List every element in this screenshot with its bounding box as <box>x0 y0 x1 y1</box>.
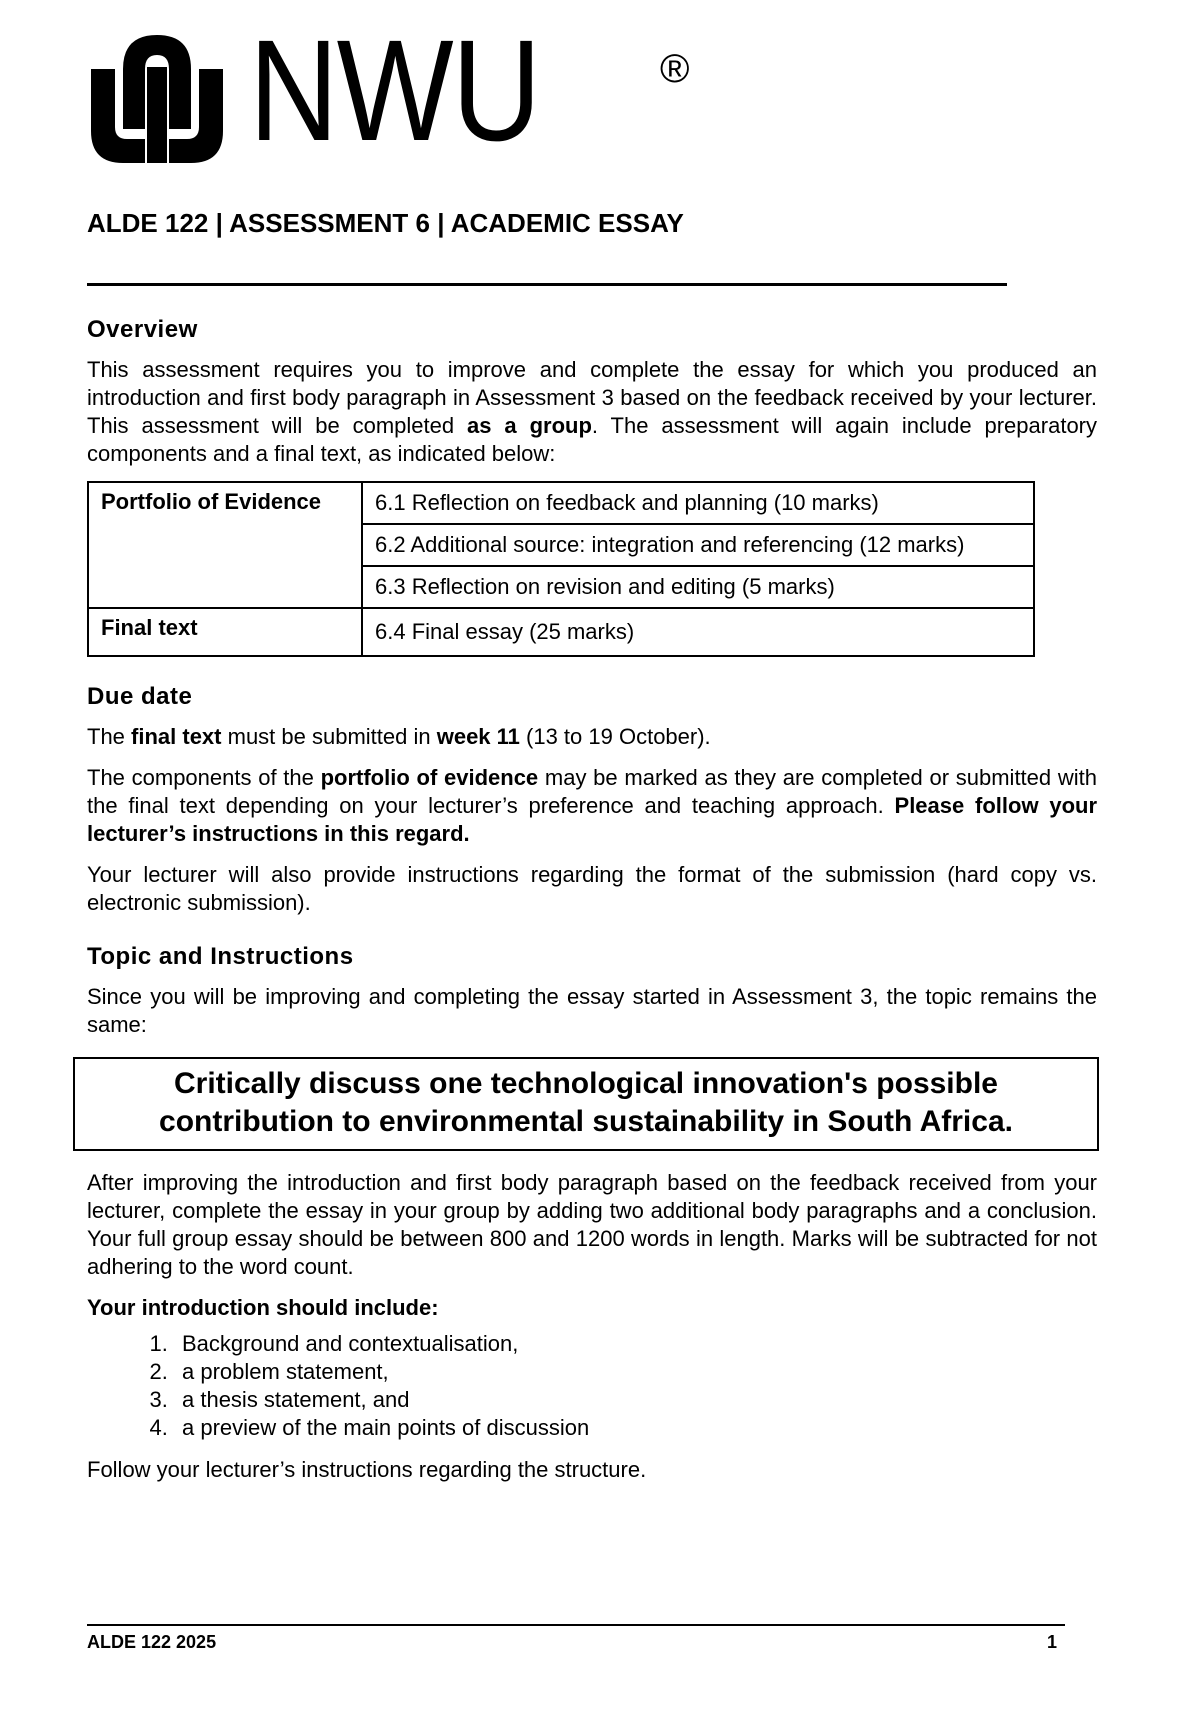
structure-note-paragraph: Follow your lecturer’s instructions regarding the structure. <box>87 1457 647 1482</box>
submission-format-paragraph: Your lecturer will also provide instructions regarding the format of the submission (hard copy vs. electronic submission). <box>87 862 1097 915</box>
introduction-include-label: Your introduction should include: <box>87 1295 439 1320</box>
title-divider <box>87 283 1007 286</box>
topic-line: Critically discuss one technological innovation's possible <box>174 1067 998 1100</box>
table-cell: 6.3 Reflection on revision and editing (5 marks) <box>362 566 1034 608</box>
overview-paragraph: This assessment requires you to improve and complete the essay for which you produced an introduction and first body paragraph in Assessment 3 based on the feedback received by your lecturer. This assessment will be completed as a group. The assessment will again include preparatory components and a final text, as indicated below: <box>87 357 1098 466</box>
overview-heading: Overview <box>87 316 198 343</box>
essay-topic-box <box>73 1057 1099 1151</box>
topic-intro-paragraph: Since you will be improving and completing the essay started in Assessment 3, the topic remains the same: <box>87 984 1097 1037</box>
assessment-components-table <box>87 481 1035 657</box>
list-item: 1. Background and contextualisation, <box>174 1330 1097 1358</box>
topic-heading: Topic and Instructions <box>87 943 354 970</box>
final-text-label-cell: Final text <box>88 608 362 656</box>
nwu-logo <box>87 10 690 173</box>
topic-line: contribution to environmental sustainability in South Africa. <box>159 1105 1013 1138</box>
nwu-emblem-icon <box>87 33 227 168</box>
list-item: 2. a problem statement, <box>174 1358 1097 1386</box>
table-cell: 6.2 Additional source: integration and referencing (12 marks) <box>362 524 1034 566</box>
list-item: 4. a preview of the main points of discussion <box>174 1414 1097 1442</box>
table-row <box>88 482 1034 524</box>
due-date-paragraph: The final text must be submitted in week 11 (13 to 19 October). <box>87 724 711 749</box>
portfolio-marking-paragraph: The components of the portfolio of evidence may be marked as they are completed or submitted with the final text depending on your lecturer’s preference and teaching approach. Please follow your lecturer’s instructions in this regard. <box>87 765 1098 846</box>
table-cell: 6.1 Reflection on feedback and planning (10 marks) <box>362 482 1034 524</box>
page-number: 1 <box>1046 1632 1057 1652</box>
footer-course-code: ALDE 122 2025 <box>87 1632 217 1652</box>
nwu-wordmark: NWU <box>249 10 540 171</box>
list-item: 3. a thesis statement, and <box>174 1386 1097 1414</box>
portfolio-label-cell: Portfolio of Evidence <box>88 482 362 608</box>
table-cell: 6.4 Final essay (25 marks) <box>362 608 1034 656</box>
due-date-heading: Due date <box>87 683 193 710</box>
registered-mark: ® <box>660 47 690 91</box>
introduction-requirements-list <box>87 1330 1097 1442</box>
document-title: ALDE 122 | ASSESSMENT 6 | ACADEMIC ESSAY <box>87 208 684 238</box>
essay-instructions-paragraph: After improving the introduction and first body paragraph based on the feedback received from your lecturer, complete the essay in your group by adding two additional body paragraphs and a conclusion. Your full group essay should be between 800 and 1200 words in length. Marks will be subtracted for not adhering to the word count. <box>87 1170 1097 1279</box>
page-footer <box>87 1624 1065 1652</box>
table-row <box>88 608 1034 656</box>
document-content <box>87 208 1097 1497</box>
